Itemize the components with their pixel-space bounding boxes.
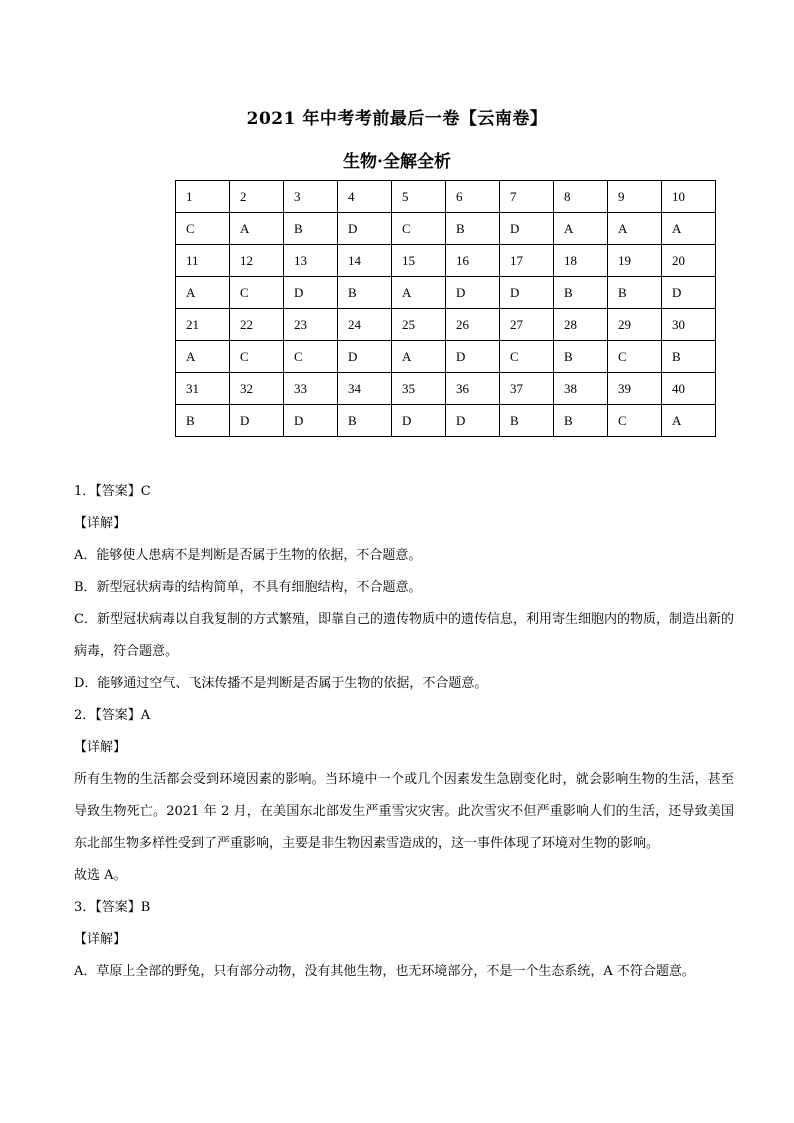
question-number-cell: 31 xyxy=(176,373,230,405)
answer-cell: C xyxy=(500,341,554,373)
answer-cell: A xyxy=(608,213,662,245)
answer-cell: D xyxy=(338,213,392,245)
question-number-cell: 39 xyxy=(608,373,662,405)
answer-cell: D xyxy=(500,277,554,309)
answer-cell: B xyxy=(554,405,608,437)
question-number-cell: 33 xyxy=(284,373,338,405)
question-number-cell: 21 xyxy=(176,309,230,341)
question-number-row xyxy=(176,373,716,405)
question-number-row xyxy=(176,309,716,341)
question-number-cell: 11 xyxy=(176,245,230,277)
answer-cell: A xyxy=(392,277,446,309)
question-number-cell: 9 xyxy=(608,181,662,213)
q2-explanation: 所有生物的生活都会受到环境因素的影响。当环境中一个或几个因素发生急剧变化时，就会影响生物的生活，甚至导致生物死亡。2021 年 2 月，在美国东北部发生严重雪灾灾害。此次雪灾不但严重影响人们的生活，还导致美国东北部生物多样性受到了严重影响，主要是非生物因素雪造成的，这一事件体现了环境对生物的影响。 xyxy=(74,772,734,851)
answer-cell: C xyxy=(230,277,284,309)
question-number-cell: 37 xyxy=(500,373,554,405)
answer-cell: C xyxy=(176,213,230,245)
answer-cell: B xyxy=(176,405,230,437)
question-number-cell: 18 xyxy=(554,245,608,277)
question-number-cell: 30 xyxy=(662,309,716,341)
question-number-cell: 15 xyxy=(392,245,446,277)
q1-answer: 1．【答案】C xyxy=(74,484,151,499)
q3-detail-heading: 【详解】 xyxy=(74,932,127,947)
answer-cell: B xyxy=(446,213,500,245)
question-number-cell: 27 xyxy=(500,309,554,341)
question-number-cell: 29 xyxy=(608,309,662,341)
answer-cell: C xyxy=(392,213,446,245)
question-number-cell: 6 xyxy=(446,181,500,213)
question-number-cell: 36 xyxy=(446,373,500,405)
question-number-cell: 16 xyxy=(446,245,500,277)
question-number-cell: 23 xyxy=(284,309,338,341)
answer-cell: A xyxy=(176,277,230,309)
q1-option-d: D．能够通过空气、飞沫传播不是判断是否属于生物的依据，不合题意。 xyxy=(74,676,488,691)
question-number-row xyxy=(176,245,716,277)
question-number-cell: 5 xyxy=(392,181,446,213)
answer-cell: C xyxy=(284,341,338,373)
answer-cell: D xyxy=(392,405,446,437)
answer-cell: B xyxy=(554,277,608,309)
answer-cell: B xyxy=(608,277,662,309)
answer-cell: D xyxy=(230,405,284,437)
answer-letter-row xyxy=(176,405,716,437)
question-number-cell: 2 xyxy=(230,181,284,213)
answer-cell: A xyxy=(554,213,608,245)
question-number-cell: 4 xyxy=(338,181,392,213)
explanation-section xyxy=(74,476,734,988)
q2-answer: 2．【答案】A xyxy=(74,708,151,723)
answer-cell: D xyxy=(662,277,716,309)
question-number-cell: 26 xyxy=(446,309,500,341)
question-number-cell: 19 xyxy=(608,245,662,277)
answer-cell: D xyxy=(284,277,338,309)
answer-cell: B xyxy=(554,341,608,373)
answer-cell: A xyxy=(176,341,230,373)
page-title: 2021 年中考考前最后一卷【云南卷】 xyxy=(246,109,548,129)
question-number-cell: 20 xyxy=(662,245,716,277)
answer-cell: C xyxy=(608,405,662,437)
answer-cell: D xyxy=(284,405,338,437)
q1-option-a: A．能够使人患病不是判断是否属于生物的依据，不合题意。 xyxy=(74,548,422,563)
answer-cell: A xyxy=(230,213,284,245)
answer-table xyxy=(175,180,716,437)
answer-letter-row xyxy=(176,277,716,309)
q3-option-a: A．草原上全部的野兔，只有部分动物，没有其他生物，也无环境部分，不是一个生态系统，A 不符合题意。 xyxy=(74,964,695,979)
answer-cell: A xyxy=(392,341,446,373)
question-number-cell: 28 xyxy=(554,309,608,341)
question-number-cell: 40 xyxy=(662,373,716,405)
q3-answer: 3．【答案】B xyxy=(74,900,151,915)
question-number-cell: 1 xyxy=(176,181,230,213)
q2-choice: 故选 A。 xyxy=(74,868,127,883)
answer-cell: A xyxy=(662,213,716,245)
question-number-cell: 34 xyxy=(338,373,392,405)
answer-cell: B xyxy=(662,341,716,373)
answer-cell: C xyxy=(230,341,284,373)
question-number-cell: 10 xyxy=(662,181,716,213)
answer-cell: B xyxy=(338,405,392,437)
question-number-cell: 8 xyxy=(554,181,608,213)
q1-detail-heading: 【详解】 xyxy=(74,516,127,531)
question-number-cell: 25 xyxy=(392,309,446,341)
q2-detail-heading: 【详解】 xyxy=(74,740,127,755)
question-number-cell: 14 xyxy=(338,245,392,277)
question-number-cell: 32 xyxy=(230,373,284,405)
answer-letter-row xyxy=(176,213,716,245)
answer-cell: D xyxy=(338,341,392,373)
q1-option-b: B．新型冠状病毒的结构简单，不具有细胞结构，不合题意。 xyxy=(74,580,422,595)
question-number-cell: 22 xyxy=(230,309,284,341)
question-number-row xyxy=(176,181,716,213)
question-number-cell: 3 xyxy=(284,181,338,213)
question-number-cell: 24 xyxy=(338,309,392,341)
question-number-cell: 17 xyxy=(500,245,554,277)
q1-option-c: C．新型冠状病毒以自我复制的方式繁殖，即靠自己的遗传物质中的遗传信息，利用寄生细胞内的物质，制造出新的病毒，符合题意。 xyxy=(74,612,734,659)
page-subtitle: 生物·全解全析 xyxy=(343,152,451,172)
question-number-cell: 13 xyxy=(284,245,338,277)
answer-cell: D xyxy=(446,277,500,309)
question-number-cell: 7 xyxy=(500,181,554,213)
question-number-cell: 38 xyxy=(554,373,608,405)
question-number-cell: 35 xyxy=(392,373,446,405)
answer-cell: C xyxy=(608,341,662,373)
answer-cell: B xyxy=(338,277,392,309)
answer-cell: D xyxy=(446,405,500,437)
question-number-cell: 12 xyxy=(230,245,284,277)
answer-cell: A xyxy=(662,405,716,437)
answer-cell: B xyxy=(284,213,338,245)
answer-cell: D xyxy=(500,213,554,245)
answer-cell: B xyxy=(500,405,554,437)
answer-cell: D xyxy=(446,341,500,373)
answer-letter-row xyxy=(176,341,716,373)
